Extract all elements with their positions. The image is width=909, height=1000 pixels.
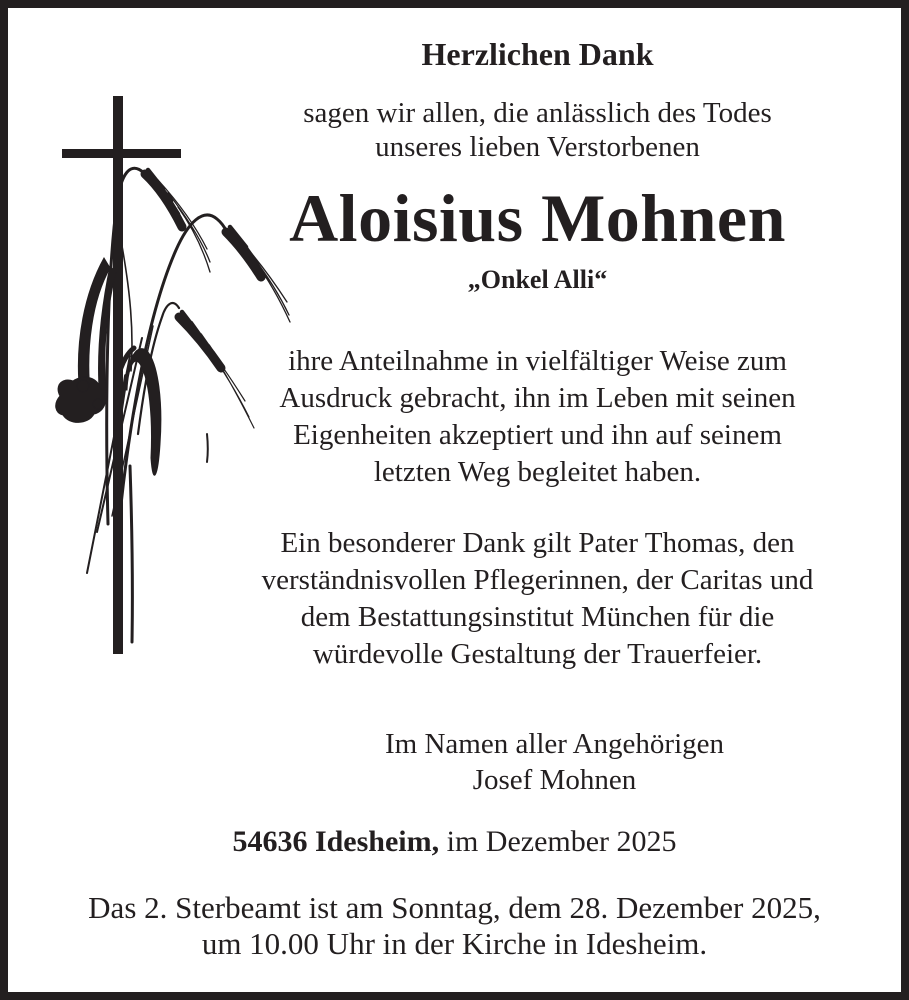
service-announcement bbox=[8, 890, 901, 962]
dateline bbox=[8, 824, 901, 860]
dateline-date: im Dezember 2025 bbox=[439, 825, 677, 858]
paragraph-line: Eigenheiten akzeptiert und ihn auf seinem bbox=[293, 419, 782, 451]
intro-text bbox=[180, 96, 895, 164]
service-line: Das 2. Sterbeamt ist am Sonntag, dem 28. Dezember 2025, bbox=[88, 890, 821, 925]
signature-line: Josef Mohnen bbox=[472, 764, 637, 796]
paragraph-line: ihre Anteilnahme in vielfältiger Weise zum bbox=[288, 345, 787, 377]
paragraph-line: verständnisvollen Pflegerinnen, der Caritas und bbox=[261, 564, 814, 596]
dateline-place: 54636 Idesheim, bbox=[232, 825, 440, 858]
paragraph-line: würdevolle Gestaltung der Trauerfeier. bbox=[312, 638, 763, 670]
deceased-nickname: „Onkel Alli“ bbox=[467, 265, 608, 294]
paragraph-line: dem Bestattungsinstitut München für die bbox=[300, 601, 775, 633]
service-line: um 10.00 Uhr in der Kirche in Idesheim. bbox=[201, 926, 708, 961]
paragraph-line: Ein besonderer Dank gilt Pater Thomas, den bbox=[280, 527, 795, 559]
paragraph-line: Ausdruck gebracht, ihn im Leben mit seinen bbox=[279, 382, 796, 414]
signature-block bbox=[180, 726, 895, 798]
page-title: Herzlichen Dank bbox=[421, 36, 654, 72]
deceased-name: Aloisius Mohnen bbox=[289, 180, 786, 256]
intro-line: sagen wir allen, die anlässlich des Todes bbox=[303, 97, 772, 129]
special-thanks-paragraph bbox=[180, 525, 895, 673]
thanks-paragraph bbox=[180, 343, 895, 491]
intro-line: unseres lieben Verstorbenen bbox=[375, 131, 700, 163]
paragraph-line: letzten Weg begleitet haben. bbox=[373, 456, 702, 488]
signature-line: Im Namen aller Angehörigen bbox=[384, 728, 725, 760]
